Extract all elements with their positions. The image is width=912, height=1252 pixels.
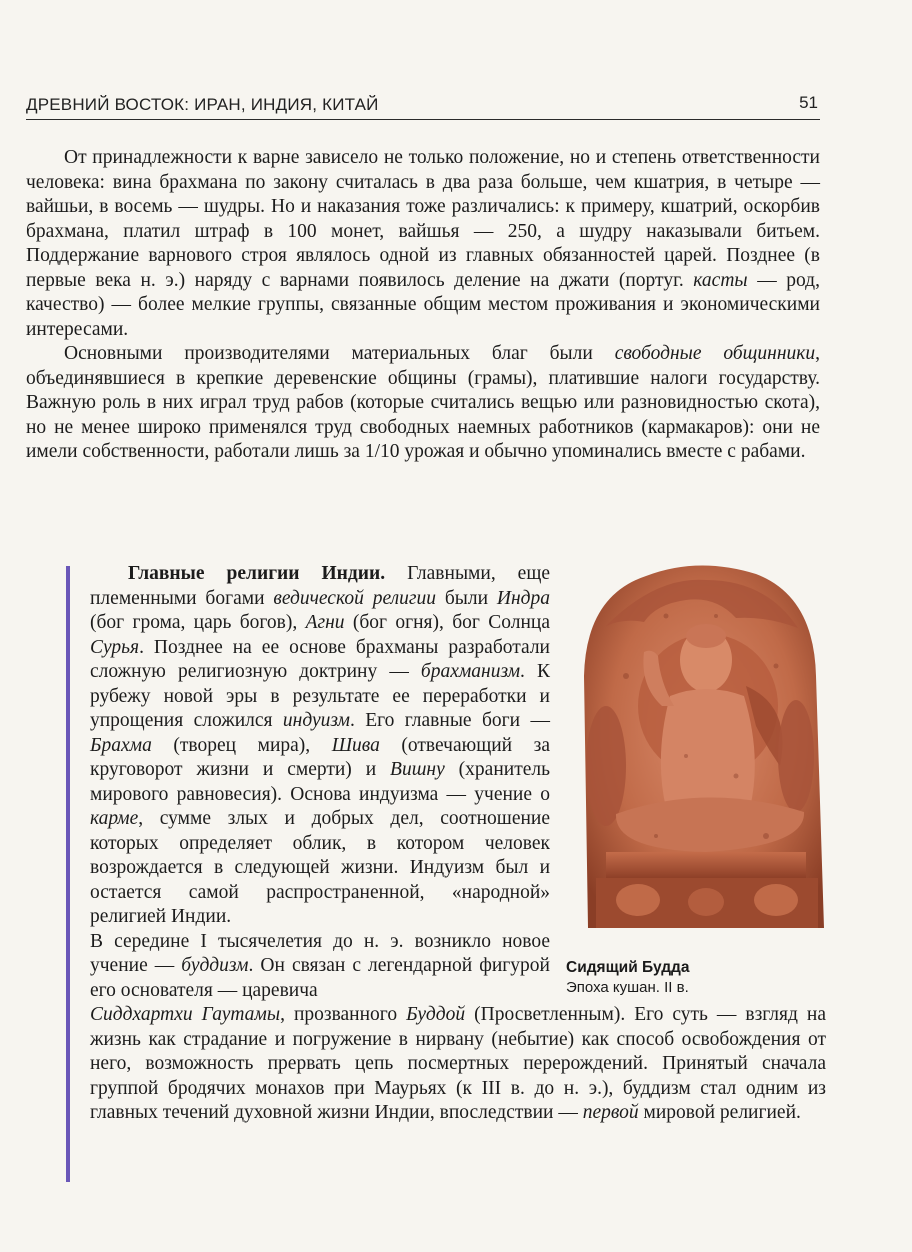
italic-term: Агни [305, 612, 345, 633]
italic-term: ведической религии [273, 587, 436, 609]
caption-title: Сидящий Будда [566, 959, 690, 976]
accent-bar [66, 566, 70, 1182]
italic-term: Брахма [90, 734, 152, 756]
text-run: , прозванного [280, 1004, 407, 1025]
text-run: (отвечающий за круговорот жизни и смерти) и [90, 734, 550, 780]
italic-term: Сурья [90, 636, 140, 658]
text-run: . Его главные боги — [349, 710, 550, 731]
hinduism-text [90, 563, 550, 927]
text-run: были [435, 587, 497, 609]
section-heading: Главные религии Индии. [128, 563, 386, 584]
italic-term: Вишну [390, 759, 445, 780]
paragraph-buddhism-start [90, 930, 550, 1004]
italic-term: первой [582, 1102, 639, 1123]
text-run: . Позднее на ее основе брахманы разработали сложную религиозную доктрину — [90, 636, 550, 682]
text-run: Основными производителями материальных благ были [64, 343, 615, 364]
buddha-sculpture-photo [566, 556, 830, 928]
italic-term: Сиддхартхи Гаутамы [90, 1004, 281, 1025]
italic-term: Шива [331, 734, 380, 756]
text-run: (творец мира), [151, 734, 332, 756]
text-run: . Он связан с легендарной фигурой его основателя — царевича [90, 955, 550, 1001]
italic-term: брахманизм [420, 661, 521, 682]
text-run: (бог огня), бог Солнца [344, 612, 550, 633]
text-run: (Просветленным). Его суть — взгляд на жизнь как страдание и погружение в нирвану (небытие) как способ освобождения от него, возможность прервать цепь посмертных перерождений. Принятый сначала группой бродячих монахов при Маурьях (к III в. до н. э.), буддизм стал одним из главных течений духовной жизни Индии, впоследствии — [90, 1004, 826, 1123]
italic-term: буддизм [181, 955, 249, 976]
text-run: (хранитель мирового равновесия). Основа индуизма — учение о [90, 759, 550, 805]
italic-term: карме [90, 808, 139, 829]
figure-caption [566, 958, 826, 998]
buddha-sculpture-image [566, 556, 830, 928]
intro-text [26, 146, 820, 465]
paragraph-producers [26, 342, 820, 465]
text-run: , сумме злых и добрых дел, соотношение которых определяет облик, в котором человек возрождается в следующей жизни. Индуизм был и остается самой распространенной, «народной» религией Индии. [90, 808, 550, 927]
paragraph-hinduism [90, 562, 550, 930]
section-title: ДРЕВНИЙ ВОСТОК: ИРАН, ИНДИЯ, КИТАЙ [26, 95, 379, 114]
text-run: . К рубежу новой эры в результате ее переработки и упрощения сложился [90, 661, 550, 731]
text-run: , объединявшиеся в крепкие деревенские общины (грамы), платившие налоги государству. Важную роль в них играл труд рабов (которые считались вещью или разновидностью скота), но не менее широко применялся труд свободных наемных работников (кармакаров): они не имели собственности, работали лишь за 1/10 урожая и обычно упоминались вместе с рабами. [26, 343, 820, 462]
text-run: — род, качество) — более мелкие группы, связанные общим местом проживания и экономическими интересами. [26, 269, 820, 340]
italic-term: свободные общинники [614, 343, 816, 364]
italic-term: касты [693, 269, 748, 291]
text-run: В середине I тысячелетия до н. э. возникло новое учение — [90, 930, 550, 976]
page-number: 51 [799, 93, 818, 112]
italic-term: Индра [496, 587, 550, 609]
paragraph-buddhism-rest [90, 1003, 826, 1126]
running-header [26, 93, 820, 120]
italic-term: индуизм [282, 710, 350, 731]
caption-subtitle: Эпоха кушан. II в. [566, 979, 689, 996]
text-run: (бог грома, царь богов), [90, 612, 306, 633]
text-run: Главными, еще племенными богами [90, 563, 550, 609]
text-run: От принадлежности к варне зависело не только положение, но и степень ответственности человека: вина брахмана по закону считалась в два раза больше, чем кшатрия, в четыре — вайшьи, в восемь — шудры. Но и наказания тоже различались: к примеру, кшатрий, оскорбив брахмана, платил штраф в 100 монет, вайшья — 250, а шудру наказывали битьем. Поддержание варнового строя являлось одной из главных обязанностей царей. Позднее (в первые века н. э.) наряду с варнами появилось деление на джати (португ. [26, 147, 820, 291]
text-run: мировой религией. [638, 1102, 801, 1123]
paragraph-varna [26, 146, 820, 342]
italic-term: Буддой [406, 1004, 466, 1025]
